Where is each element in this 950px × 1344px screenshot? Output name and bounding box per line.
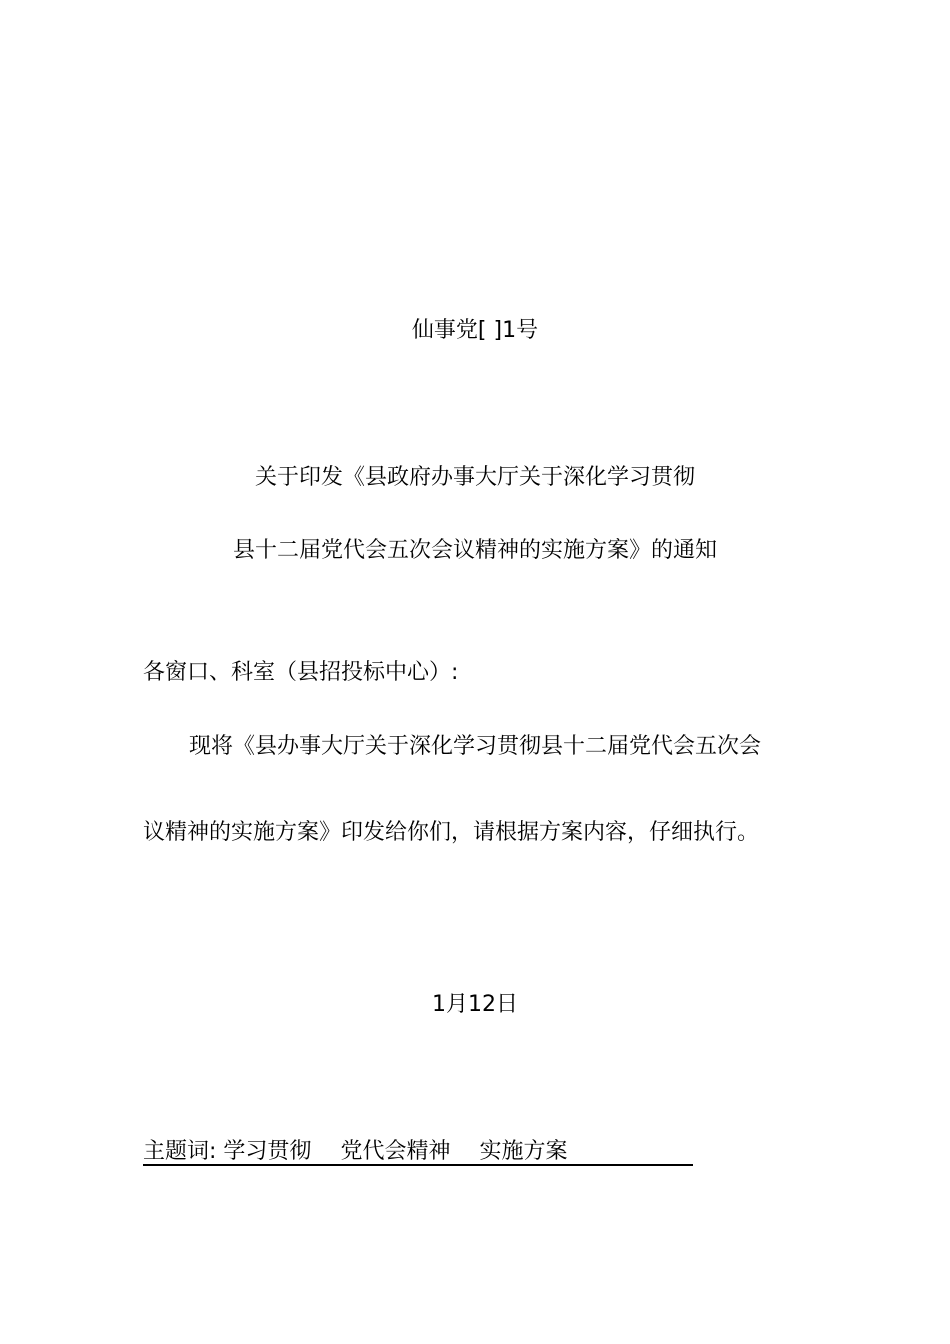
document-title-line-2: 县十二届党代会五次会议精神的实施方案》的通知 [232, 538, 717, 563]
body-text-line-2: 议精神的实施方案》印发给你们，请根据方案内容，仔细执行。 [143, 820, 760, 845]
document-date: 1月12日 [432, 992, 518, 1017]
document-title-line-1: 关于印发《县政府办事大厅关于深化学习贯彻 [254, 465, 695, 490]
keyword-item: 党代会精神 [340, 1139, 451, 1164]
keywords-line [143, 1138, 693, 1166]
document-number: 仙事党[ ]1号 [411, 318, 539, 343]
keyword-item: 实施方案 [479, 1139, 568, 1164]
salutation: 各窗口、科室（县招投标中心）: [143, 660, 459, 685]
keyword-item: 学习贯彻 [223, 1139, 312, 1164]
keywords-label: 主题词: [143, 1139, 217, 1164]
body-text-line-1: 现将《县办事大厅关于深化学习贯彻县十二届党代会五次会 [189, 734, 762, 759]
